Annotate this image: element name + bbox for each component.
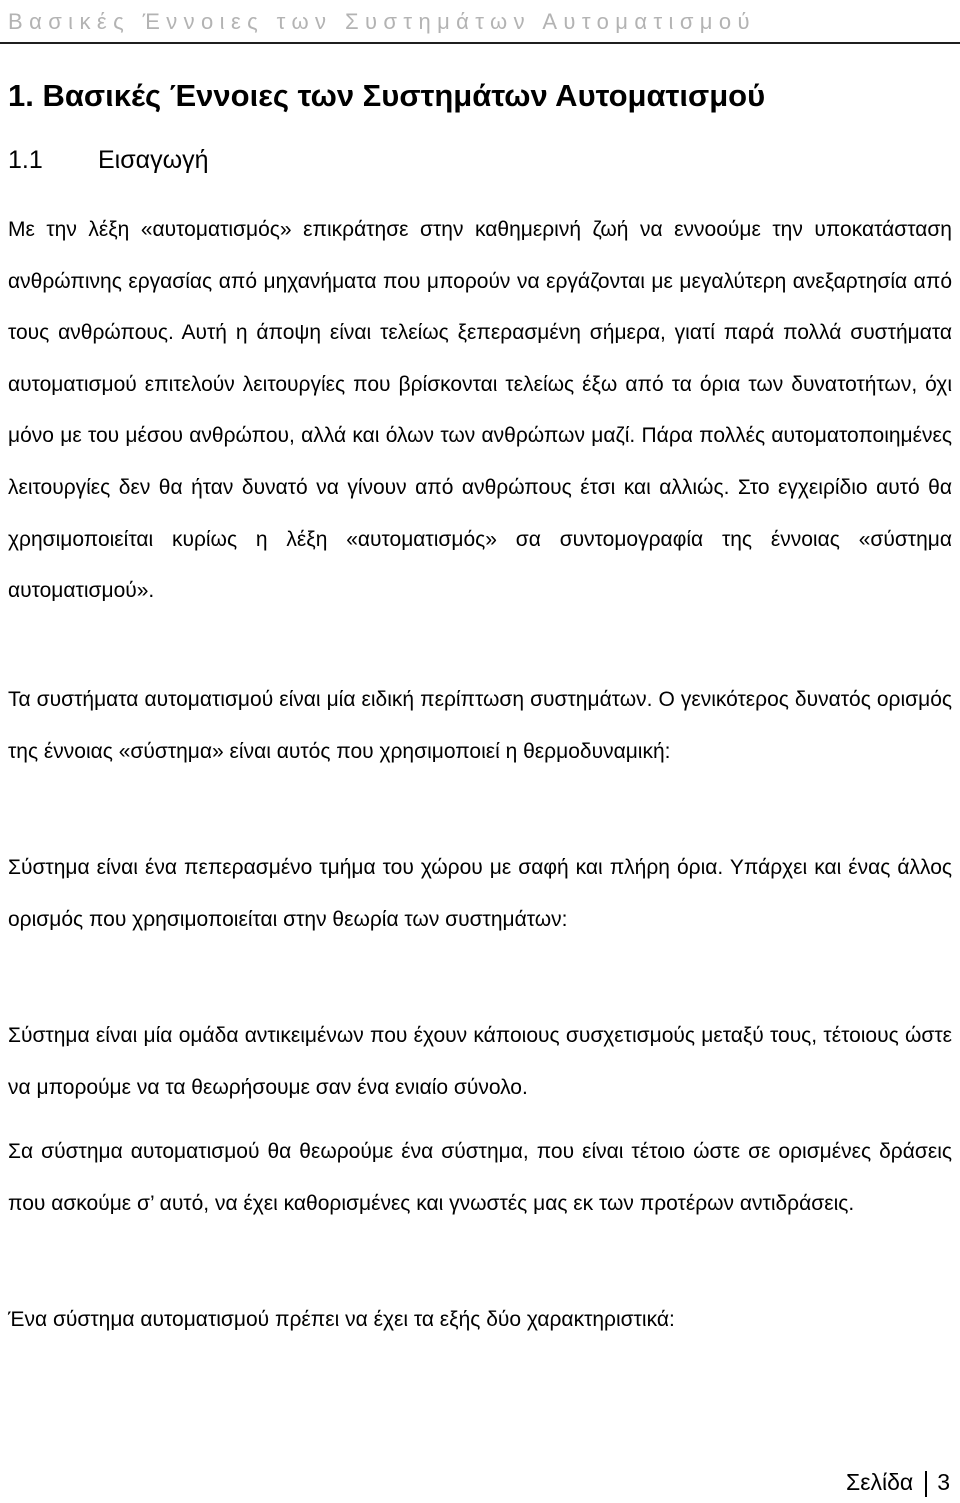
paragraph-systems-theory-definition: Σύστημα είναι μία ομάδα αντικειμένων που έχουν κάποιους συσχετισμούς μεταξύ τους, τέτοιους ώστε να μπορούμε να τα θεωρήσουμε σαν ένα ενιαίο σύνολο.: [8, 1024, 952, 1099]
section-number: 1.1: [8, 146, 43, 174]
header-divider: [0, 42, 960, 44]
page-label: Σελίδα: [846, 1469, 914, 1495]
section-title: Εισαγωγή: [98, 146, 209, 174]
page-footer: [846, 1464, 950, 1500]
running-header: Βασικές Έννοιες των Συστημάτων Αυτοματισμού: [8, 9, 756, 34]
section-heading: [8, 136, 952, 184]
paragraph-automation-system: Σα σύστημα αυτοματισμού θα θεωρούμε ένα σύστημα, που είναι τέτοιο ώστε σε ορισμένες δράσεις που ασκούμε σ’ αυτό, να έχει καθορισμένες και γνωστές μας εκ των προτέρων αντιδράσεις.: [8, 1140, 952, 1215]
paragraph-characteristics: Ένα σύστημα αυτοματισμού πρέπει να έχει τα εξής δύο χαρακτηριστικά:: [8, 1308, 675, 1331]
paragraph-thermo-definition: Σύστημα είναι ένα πεπερασμένο τμήμα του χώρου με σαφή και πλήρη όρια. Υπάρχει και ένας άλλος ορισμός που χρησιμοποιείται στην θεωρία των συστημάτων:: [8, 856, 952, 931]
page-number: 3: [937, 1469, 950, 1495]
paragraph-intro: Με την λέξη «αυτοματισμός» επικράτησε στην καθημερινή ζωή να εννοούμε την υποκατάσταση ανθρώπινης εργασίας από μηχανήματα που μπορούν να εργάζονται με μεγαλύτερη ανεξαρτησία από τους ανθρώπους. Αυτή η άποψη είναι τελείως ξεπερασμένη σήμερα, γιατί παρά πολλά συστήματα αυτοματισμού επιτελούν λειτουργίες που βρίσκονται τελείως έξω από τα όρια των δυνατοτήτων, όχι μόνο με του μέσου ανθρώπου, αλλά και όλων των ανθρώπων μαζί. Πάρα πολλές αυτοματοποιημένες λειτουργίες δεν θα ήταν δυνατό να γίνουν από ανθρώπους έτσι και αλλιώς. Στο εγχειρίδιο αυτό θα χρησιμοποιείται κυρίως η λέξη «αυτοματισμός» σα συντομογραφία της έννοιας «σύστημα αυτοματισμού».: [8, 218, 952, 603]
chapter-title: 1. Βασικές Έννοιες των Συστημάτων Αυτοματισμού: [8, 78, 766, 113]
paragraph-systems: Τα συστήματα αυτοματισμού είναι μία ειδική περίπτωση συστημάτων. Ο γενικότερος δυνατός ορισμός της έννοιας «σύστημα» είναι αυτός που χρησιμοποιεί η θερμοδυναμική:: [8, 688, 952, 763]
footer-separator: [925, 1471, 927, 1497]
